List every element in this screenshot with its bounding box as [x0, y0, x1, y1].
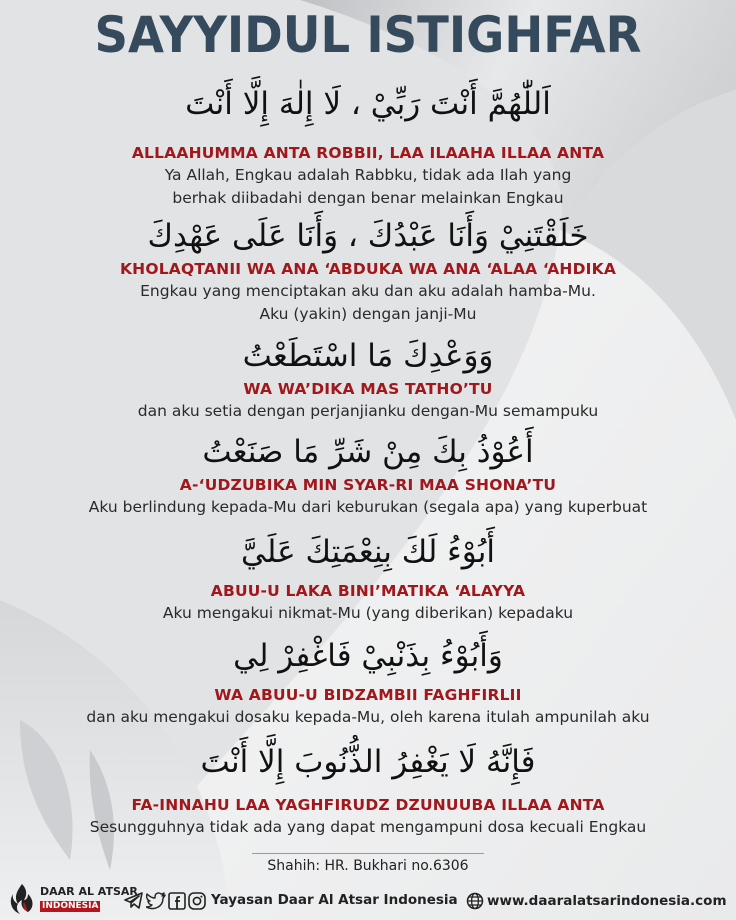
website-link[interactable] [466, 892, 727, 910]
transliteration: KHOLAQTANII WA ANA ‘ABDUKA WA ANA ‘ALAA ‘AHDIKA [119, 260, 617, 278]
arabic-text: فَإِنَّهُ لَا يَغْفِرُ الذُّنُوبَ إِلَّا أَنْتَ [200, 744, 536, 780]
transliteration: ALLAAHUMMA ANTA ROBBII, LAA ILAAHA ILLAA ANTA [131, 144, 605, 162]
meaning-line: Ya Allah, Engkau adalah Rabbku, tidak ada Ilah yang [164, 166, 572, 184]
verse-4 [0, 432, 736, 519]
source-divider [252, 853, 484, 854]
arabic-text: أَعُوْذُ بِكَ مِنْ شَرِّ مَا صَنَعْتُ [202, 434, 534, 470]
verse-1 [0, 84, 736, 210]
social-icons [124, 892, 206, 910]
telegram-icon[interactable] [124, 892, 144, 910]
arabic-text: خَلَقْتَنِيْ وَأَنَا عَبْدُكَ ، وَأَنَا عَلَى عَهْدِكَ [147, 218, 589, 254]
meaning-line: dan aku mengakui dosaku kepada-Mu, oleh karena itulah ampunilah aku [86, 708, 650, 726]
transliteration: WA ABUU-U BIDZAMBII FAGHFIRLII [214, 686, 522, 704]
transliteration: WA WA’DIKA MAS TATHO’TU [243, 380, 493, 398]
globe-icon [466, 892, 484, 910]
footer [0, 880, 736, 920]
website-url: www.daaralatsarindonesia.com [487, 893, 727, 909]
meaning-line: Aku (yakin) dengan janji-Mu [259, 305, 477, 323]
organization-name: Yayasan Daar Al Atsar Indonesia [211, 892, 458, 908]
arabic-text: أَبُوْءُ لَكَ بِنِعْمَتِكَ عَلَيَّ [241, 534, 495, 570]
hadith-source: Shahih: HR. Bukhari no.6306 [267, 858, 469, 874]
verse-7 [0, 742, 736, 839]
transliteration: A-‘UDZUBIKA MIN SYAR-RI MAA SHONA’TU [179, 476, 557, 494]
verse-3 [0, 336, 736, 423]
verse-5 [0, 532, 736, 625]
verse-6 [0, 636, 736, 729]
arabic-text: وَوَعْدِكَ مَا اسْتَطَعْتُ [242, 338, 494, 374]
meaning-line: Sesungguhnya tidak ada yang dapat mengampuni dosa kecuali Engkau [89, 818, 647, 836]
brand-logo[interactable] [8, 882, 138, 916]
flame-logo-icon [8, 882, 38, 916]
meaning-line: Aku berlindung kepada-Mu dari keburukan (segala apa) yang kuperbuat [88, 498, 648, 516]
logo-subtitle: INDONESIA [42, 901, 99, 911]
meaning-line: Engkau yang menciptakan aku dan aku adalah hamba-Mu. [140, 282, 596, 300]
verse-2 [0, 216, 736, 326]
instagram-icon[interactable] [188, 892, 206, 910]
transliteration: ABUU-U LAKA BINI’MATIKA ‘ALAYYA [210, 582, 526, 600]
meaning-line: berhak diibadahi dengan benar melainkan Engkau [172, 189, 564, 207]
logo-name: DAAR AL ATSAR [40, 885, 138, 898]
twitter-icon[interactable] [146, 892, 166, 910]
meaning-line: dan aku setia dengan perjanjianku dengan-Mu semampuku [137, 402, 599, 420]
arabic-text: اَللّٰهُمَّ أَنْتَ رَبِّيْ ، لَا إِلٰهَ إِلَّا أَنْتَ [185, 86, 551, 122]
meaning-line: Aku mengakui nikmat-Mu (yang diberikan) kepadaku [162, 604, 574, 622]
arabic-text: وَأَبُوْءُ بِذَنْبِيْ فَاغْفِرْ لِي [233, 638, 503, 674]
page-title: SAYYIDUL ISTIGHFAR [94, 6, 642, 64]
transliteration: FA-INNAHU LAA YAGHFIRUDZ DZUNUUBA ILLAA ANTA [131, 796, 605, 814]
facebook-icon[interactable] [168, 892, 186, 910]
